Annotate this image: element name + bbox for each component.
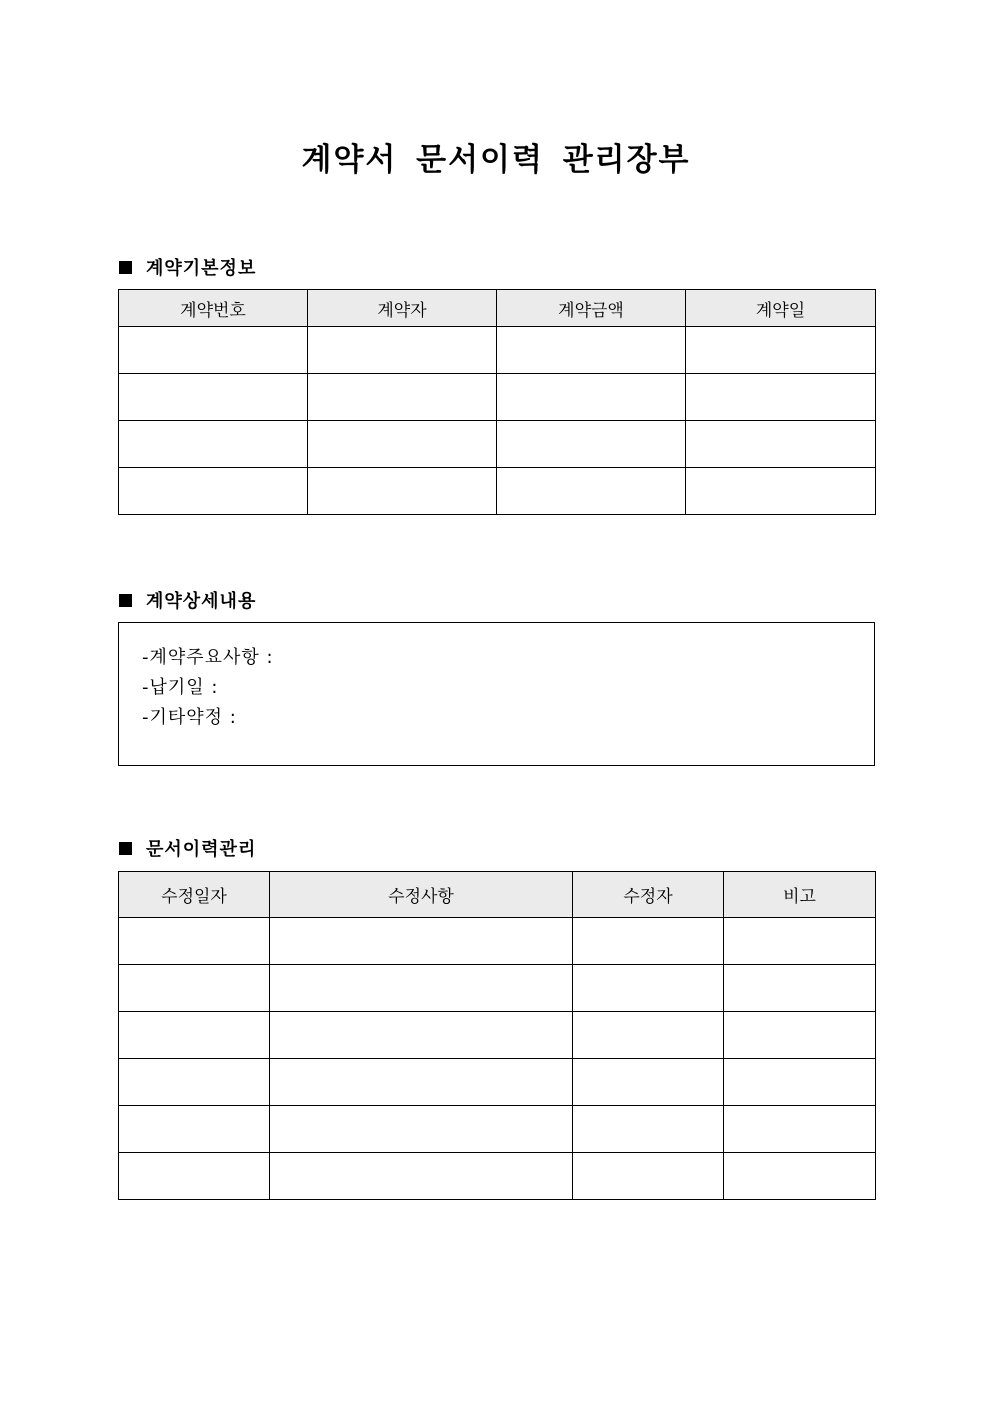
table-cell[interactable] <box>573 1153 724 1200</box>
table-row <box>119 918 876 965</box>
table-row <box>119 327 876 374</box>
table-cell[interactable] <box>270 965 573 1012</box>
contract-detail-box[interactable] <box>118 622 875 766</box>
table-cell[interactable] <box>308 327 497 374</box>
table-cell[interactable] <box>119 421 308 468</box>
table-row <box>119 374 876 421</box>
section-heading-basic-info <box>119 254 256 280</box>
section-heading-detail <box>119 587 256 613</box>
table-cell[interactable] <box>573 918 724 965</box>
square-bullet-icon <box>119 842 132 855</box>
detail-lines <box>142 643 274 733</box>
square-bullet-icon <box>119 594 132 607</box>
table-cell[interactable] <box>686 468 876 515</box>
table-row <box>119 421 876 468</box>
table-cell[interactable] <box>119 918 270 965</box>
table-cell[interactable] <box>270 1106 573 1153</box>
section-heading-history <box>119 835 256 861</box>
table-row <box>119 1059 876 1106</box>
table-cell[interactable] <box>686 327 876 374</box>
table-cell[interactable] <box>119 1059 270 1106</box>
table-cell[interactable] <box>270 1059 573 1106</box>
table-cell[interactable] <box>724 1012 876 1059</box>
table-row <box>119 1153 876 1200</box>
table-cell[interactable] <box>497 327 686 374</box>
table-cell[interactable] <box>573 1012 724 1059</box>
column-header-revision-details: 수정사항 <box>270 872 573 918</box>
table-cell[interactable] <box>119 1106 270 1153</box>
square-bullet-icon <box>119 261 132 274</box>
table-cell[interactable] <box>573 1059 724 1106</box>
table-cell[interactable] <box>573 965 724 1012</box>
table-row <box>119 965 876 1012</box>
table-cell[interactable] <box>308 468 497 515</box>
table-row <box>119 468 876 515</box>
table-cell[interactable] <box>724 1059 876 1106</box>
basic-info-table <box>118 289 876 515</box>
table-cell[interactable] <box>119 1012 270 1059</box>
table-cell[interactable] <box>270 1153 573 1200</box>
table-cell[interactable] <box>724 918 876 965</box>
table-row <box>119 1106 876 1153</box>
detail-line-delivery-date: -납기일 : <box>142 677 219 698</box>
detail-line-main-terms: -계약주요사항 : <box>142 647 274 668</box>
table-cell[interactable] <box>119 965 270 1012</box>
table-cell[interactable] <box>119 374 308 421</box>
table-cell[interactable] <box>497 374 686 421</box>
table-cell[interactable] <box>573 1106 724 1153</box>
column-header-contract-date: 계약일 <box>686 290 876 327</box>
table-cell[interactable] <box>497 421 686 468</box>
column-header-contractor: 계약자 <box>308 290 497 327</box>
table-cell[interactable] <box>308 421 497 468</box>
table-cell[interactable] <box>686 374 876 421</box>
table-cell[interactable] <box>308 374 497 421</box>
table-cell[interactable] <box>119 468 308 515</box>
table-cell[interactable] <box>270 1012 573 1059</box>
table-cell[interactable] <box>270 918 573 965</box>
section-heading-label: 계약기본정보 <box>146 258 257 279</box>
section-heading-label: 문서이력관리 <box>146 839 257 860</box>
table-cell[interactable] <box>724 1153 876 1200</box>
column-header-reviser: 수정자 <box>573 872 724 918</box>
table-cell[interactable] <box>724 965 876 1012</box>
column-header-contract-amount: 계약금액 <box>497 290 686 327</box>
column-header-revision-date: 수정일자 <box>119 872 270 918</box>
table-cell[interactable] <box>497 468 686 515</box>
table-row <box>119 1012 876 1059</box>
table-cell[interactable] <box>119 1153 270 1200</box>
detail-line-other-agreements: -기타약정 : <box>142 707 237 728</box>
table-header-row <box>119 290 876 327</box>
column-header-remarks: 비고 <box>724 872 876 918</box>
table-cell[interactable] <box>724 1106 876 1153</box>
document-title: 계약서 문서이력 관리장부 <box>301 142 691 178</box>
table-cell[interactable] <box>119 327 308 374</box>
column-header-contract-number: 계약번호 <box>119 290 308 327</box>
document-history-table <box>118 871 876 1200</box>
table-cell[interactable] <box>686 421 876 468</box>
table-header-row <box>119 872 876 918</box>
section-heading-label: 계약상세내용 <box>146 591 257 612</box>
